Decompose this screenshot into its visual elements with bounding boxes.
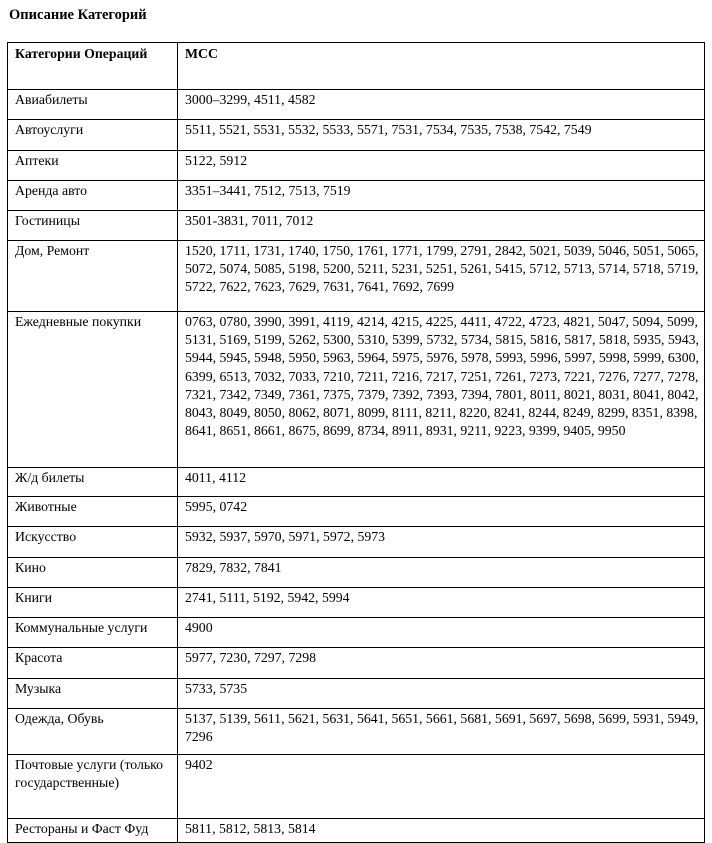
category-label: Коммунальные услуги <box>15 620 148 635</box>
category-mcc-table <box>7 42 705 843</box>
mcc-cell <box>178 90 705 120</box>
document-title: Описание Категорий <box>9 7 147 23</box>
mcc-codes: 7829, 7832, 7841 <box>185 560 282 575</box>
table-row <box>8 90 705 120</box>
mcc-cell <box>178 588 705 618</box>
table-row <box>8 709 705 755</box>
mcc-codes: 1520, 1711, 1731, 1740, 1750, 1761, 1771, 1799, 2791, 2842, 5021, 5039, 5046, 5051, 5065, 5072, 5074, 5085, 5198, 5200, 5211, 5231, 5251, 5261, 5415, 5712, 5713, 5714, 5718, 5719, 5722, 7622, 7623, 7629, 7631, 7641, 7692, 7699 <box>185 243 699 295</box>
category-cell <box>8 755 178 819</box>
category-label: Гостиницы <box>15 213 80 228</box>
category-label: Аренда авто <box>15 183 88 198</box>
category-label: Ежедневные покупки <box>15 314 142 329</box>
mcc-cell <box>178 819 705 843</box>
mcc-cell <box>178 241 705 312</box>
header-category: Категории Операций <box>8 43 178 90</box>
table-row <box>8 527 705 558</box>
mcc-codes: 5137, 5139, 5611, 5621, 5631, 5641, 5651, 5661, 5681, 5691, 5697, 5698, 5699, 5931, 5949, 7296 <box>185 711 699 745</box>
category-cell <box>8 151 178 181</box>
mcc-cell <box>178 312 705 468</box>
mcc-cell <box>178 755 705 819</box>
mcc-codes: 2741, 5111, 5192, 5942, 5994 <box>185 590 350 605</box>
category-cell <box>8 90 178 120</box>
mcc-codes: 3351–3441, 7512, 7513, 7519 <box>185 183 351 198</box>
category-cell <box>8 558 178 588</box>
table-row <box>8 648 705 679</box>
mcc-cell <box>178 648 705 679</box>
table-row <box>8 755 705 819</box>
table-row <box>8 497 705 527</box>
table-row <box>8 312 705 468</box>
mcc-codes: 4011, 4112 <box>185 470 247 485</box>
mcc-codes: 5811, 5812, 5813, 5814 <box>185 821 316 836</box>
category-label: Дом, Ремонт <box>15 243 90 258</box>
category-cell <box>8 241 178 312</box>
mcc-cell <box>178 558 705 588</box>
table-row <box>8 151 705 181</box>
mcc-codes: 5511, 5521, 5531, 5532, 5533, 5571, 7531, 7534, 7535, 7538, 7542, 7549 <box>185 122 592 137</box>
mcc-cell <box>178 468 705 497</box>
category-cell <box>8 648 178 679</box>
category-cell <box>8 679 178 709</box>
mcc-codes: 0763, 0780, 3990, 3991, 4119, 4214, 4215, 4225, 4411, 4722, 4723, 4821, 5047, 5094, 5099, 5131, 5169, 5199, 5262, 5300, 5310, 5399, 5732, 5734, 5815, 5816, 5817, 5818, 5935, 5943, 5944, 5945, 5948, 5950, 5963, 5964, 5975, 5976, 5978, 5993, 5996, 5997, 5998, 5999, 6300, 6399, 6513, 7032, 7033, 7210, 7211, 7216, 7217, 7251, 7261, 7273, 7221, 7276, 7277, 7278, 7321, 7342, 7349, 7361, 7375, 7379, 7392, 7393, 7394, 7801, 8011, 8021, 8031, 8041, 8042, 8043, 8049, 8050, 8062, 8071, 8099, 8111, 8211, 8220, 8241, 8244, 8249, 8299, 8351, 8398, 8641, 8651, 8661, 8675, 8699, 8734, 8911, 8931, 9211, 9223, 9399, 9405, 9950 <box>185 314 699 439</box>
table-row <box>8 618 705 648</box>
category-label: Одежда, Обувь <box>15 711 104 726</box>
category-cell <box>8 819 178 843</box>
mcc-cell <box>178 679 705 709</box>
mcc-codes: 3000–3299, 4511, 4582 <box>185 92 316 107</box>
category-label: Ж/д билеты <box>15 470 85 485</box>
mcc-codes: 5932, 5937, 5970, 5971, 5972, 5973 <box>185 529 386 544</box>
table-row <box>8 241 705 312</box>
mcc-cell <box>178 181 705 211</box>
category-cell <box>8 120 178 151</box>
category-label: Книги <box>15 590 53 605</box>
mcc-codes: 9402 <box>185 757 213 772</box>
category-label: Искусство <box>15 529 77 544</box>
mcc-codes: 5733, 5735 <box>185 681 248 696</box>
mcc-cell <box>178 211 705 241</box>
table-row <box>8 819 705 843</box>
category-cell <box>8 181 178 211</box>
table-row <box>8 181 705 211</box>
category-label: Музыка <box>15 681 62 696</box>
mcc-codes: 3501-3831, 7011, 7012 <box>185 213 314 228</box>
mcc-codes: 5977, 7230, 7297, 7298 <box>185 650 317 665</box>
header-mcc: МСС <box>178 43 705 90</box>
category-label: Красота <box>15 650 63 665</box>
category-cell <box>8 709 178 755</box>
mcc-cell <box>178 120 705 151</box>
mcc-codes: 4900 <box>185 620 213 635</box>
table-row <box>8 558 705 588</box>
category-label: Почтовые услуги (только государственные) <box>15 757 164 791</box>
mcc-cell <box>178 709 705 755</box>
category-cell <box>8 468 178 497</box>
category-label: Рестораны и Фаст Фуд <box>15 821 149 836</box>
category-cell <box>8 588 178 618</box>
mcc-codes: 5995, 0742 <box>185 499 248 514</box>
category-cell <box>8 527 178 558</box>
category-cell <box>8 497 178 527</box>
category-label: Аптеки <box>15 153 59 168</box>
mcc-cell <box>178 497 705 527</box>
category-label: Автоуслуги <box>15 122 84 137</box>
category-cell <box>8 211 178 241</box>
table-row <box>8 679 705 709</box>
category-label: Животные <box>15 499 77 514</box>
mcc-codes: 5122, 5912 <box>185 153 248 168</box>
category-cell <box>8 618 178 648</box>
table-row <box>8 468 705 497</box>
table-row <box>8 588 705 618</box>
mcc-cell <box>178 151 705 181</box>
table-row <box>8 211 705 241</box>
table-row <box>8 120 705 151</box>
table-header-row <box>8 43 705 90</box>
category-cell <box>8 312 178 468</box>
category-label: Авиабилеты <box>15 92 88 107</box>
category-label: Кино <box>15 560 46 575</box>
mcc-cell <box>178 527 705 558</box>
mcc-cell <box>178 618 705 648</box>
